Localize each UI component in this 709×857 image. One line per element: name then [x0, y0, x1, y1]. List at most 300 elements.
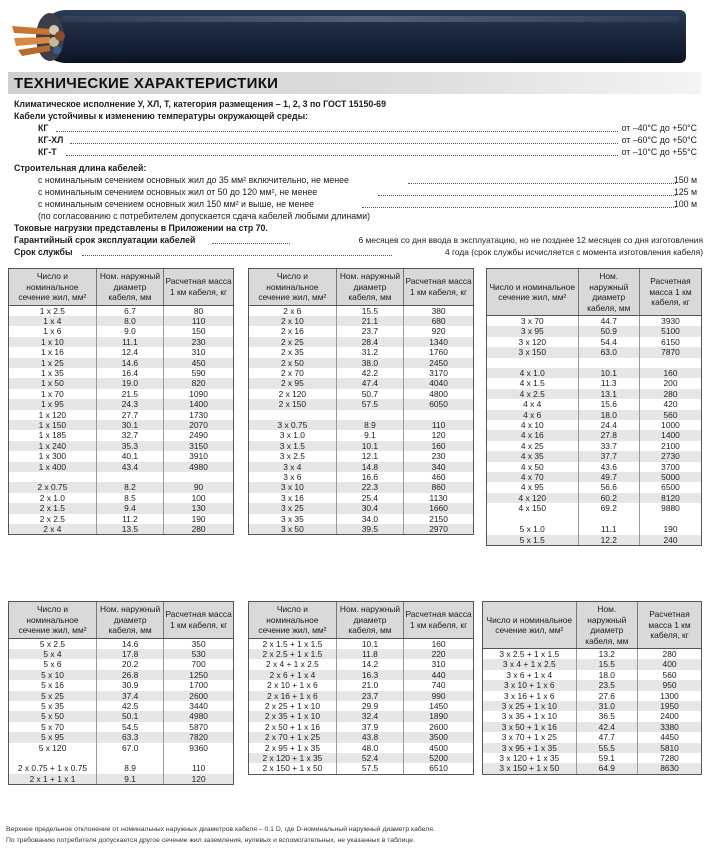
cell-mass: 2400: [660, 711, 679, 722]
climate-spec: Климатическое исполнение У, ХЛ, Т, категория размещения – 1, 2, 3 по ГОСТ 15150-69: [14, 99, 386, 109]
cell-cores-section: 4 х 35: [487, 451, 578, 461]
cell-cores-section: [9, 753, 96, 763]
table-row: [487, 368, 701, 378]
page-title: ТЕХНИЧЕСКИЕ ХАРАКТЕРИСТИКИ: [14, 75, 279, 92]
cell-outer-diameter: 69.2: [578, 503, 639, 513]
cell-outer-diameter: 48.0: [336, 743, 403, 753]
cell-outer-diameter: 10.1: [578, 368, 639, 378]
cell-outer-diameter: 43.6: [578, 462, 639, 472]
cell-cores-section: 3 х 16: [249, 493, 336, 503]
table-row: [9, 659, 233, 669]
cell-cores-section: 4 х 70: [487, 472, 578, 482]
cell-cores-section: 2 х 0.75 + 1 х 0.75: [9, 763, 96, 773]
cell-mass: 80: [193, 305, 204, 316]
table-row: [487, 503, 701, 513]
cell-cores-section: 3 х 35: [249, 514, 336, 524]
cell-mass: 3500: [404, 732, 473, 742]
leader-line: [70, 143, 618, 144]
cell-mass: 9880: [661, 503, 680, 514]
table-row: [249, 441, 473, 451]
table-row: [483, 649, 701, 660]
table-row: [483, 722, 701, 732]
cell-mass: 4980: [164, 462, 233, 472]
cell-mass: 1250: [164, 670, 233, 680]
cell-cores-section: 4 х 1.5: [487, 378, 578, 388]
cell-cores-section: 1 х 120: [9, 410, 96, 420]
cell-outer-diameter: 42.4: [576, 722, 637, 732]
cell-cores-section: 1 х 70: [9, 389, 96, 399]
cell-mass: 220: [404, 649, 473, 659]
cell-outer-diameter: 9.4: [96, 503, 163, 513]
cell-mass: 4450: [660, 732, 679, 743]
table-row: [9, 649, 233, 659]
cell-outer-diameter: 19.0: [96, 378, 163, 388]
table-row: [9, 753, 233, 763]
cell-outer-diameter: 13.5: [96, 524, 163, 534]
temp-label-kg-t: КГ-Т: [38, 147, 57, 157]
cell-mass: 100: [191, 492, 206, 503]
temp-value-kg-t: от –10°С до +55°С: [621, 147, 697, 157]
table-row: [487, 535, 701, 545]
header-mass: Расчетная масса 1 км кабеля, кг: [164, 269, 233, 305]
table-row: [487, 337, 701, 347]
cell-outer-diameter: 11.3: [578, 378, 639, 388]
table-row: [9, 743, 233, 753]
table-row: [487, 378, 701, 388]
cell-outer-diameter: [578, 514, 639, 524]
cell-cores-section: 1 х 300: [9, 451, 96, 461]
cell-cores-section: 4 х 1.0: [487, 368, 578, 378]
length-heading: Строительная длина кабелей:: [14, 163, 147, 173]
table-row: [9, 451, 233, 461]
table-row: [9, 305, 233, 316]
header-outer-diameter: Ном. наружный диаметр кабеля, мм: [336, 269, 403, 305]
cell-mass: 160: [431, 638, 446, 649]
cell-outer-diameter: 39.5: [336, 524, 403, 534]
cell-outer-diameter: 38.0: [336, 358, 403, 368]
cell-mass: 860: [404, 482, 473, 492]
cell-cores-section: 3 х 25 + 1 х 10: [483, 701, 576, 711]
cell-mass: 1090: [189, 388, 208, 399]
length-note: (по согласованию с потребителем допускается сдача кабелей любыми длинами): [38, 211, 371, 221]
cell-cores-section: 3 х 70 + 1 х 25: [483, 732, 576, 742]
cell-mass: [164, 753, 233, 763]
cell-outer-diameter: 52.4: [336, 753, 403, 763]
header-outer-diameter: Ном. наружный диаметр кабеля, мм: [96, 269, 163, 305]
header-outer-diameter: Ном. наружный диаметр кабеля, мм: [576, 602, 637, 649]
cell-outer-diameter: 37.7: [578, 451, 639, 461]
cell-cores-section: 5 х 120: [9, 743, 96, 753]
cell-cores-section: 2 х 35: [249, 347, 336, 357]
cell-mass: 150: [191, 326, 206, 337]
cell-mass: [639, 358, 701, 368]
table-row: [249, 659, 473, 669]
cell-mass: 1730: [189, 409, 208, 420]
cell-outer-diameter: 54.4: [578, 337, 639, 347]
length-value-2: 125 м: [673, 187, 697, 197]
cell-mass: 530: [164, 649, 233, 659]
cell-mass: 110: [191, 763, 206, 774]
cell-cores-section: 4 х 120: [487, 493, 578, 503]
cell-cores-section: 2 х 2.5: [9, 514, 96, 524]
cell-cores-section: 2 х 150 + 1 х 50: [249, 763, 336, 773]
cell-outer-diameter: 12.2: [578, 535, 639, 545]
cell-mass: 4500: [429, 742, 448, 753]
cell-mass: 1760: [429, 347, 448, 358]
cell-mass: 1890: [404, 711, 473, 721]
cell-mass: 8630: [638, 763, 701, 773]
cell-cores-section: 5 х 25: [9, 691, 96, 701]
cell-cores-section: 2 х 120 + 1 х 35: [249, 753, 336, 763]
cell-outer-diameter: 14.6: [96, 638, 163, 649]
cell-cores-section: 4 х 16: [487, 430, 578, 440]
table-row: [483, 701, 701, 711]
cell-outer-diameter: 15.6: [578, 399, 639, 409]
table-row: [487, 441, 701, 451]
table-row: [9, 316, 233, 326]
length-label-2: с номинальным сечением основных жил от 50 до 120 мм², не менее: [38, 187, 318, 197]
cell-mass: 230: [164, 337, 233, 347]
leader-line: [362, 207, 676, 208]
cell-outer-diameter: [96, 472, 163, 482]
cell-outer-diameter: 16.3: [336, 670, 403, 680]
cell-mass: 5100: [639, 326, 701, 336]
table-row: [487, 326, 701, 336]
cell-cores-section: 2 х 25: [249, 337, 336, 347]
cell-outer-diameter: 22.3: [336, 482, 403, 492]
cell-mass: 120: [431, 430, 446, 441]
table-row: [249, 503, 473, 513]
cell-outer-diameter: 43.8: [336, 732, 403, 742]
table-row: [487, 410, 701, 420]
cell-mass: 1340: [404, 337, 473, 347]
cell-outer-diameter: 44.7: [578, 316, 639, 327]
table-row: [483, 763, 701, 773]
table-row: [249, 337, 473, 347]
cell-cores-section: 3 х 35 + 1 х 10: [483, 711, 576, 721]
length-label-3: с номинальным сечением основных жил 150 мм² и выше, не менее: [38, 199, 314, 209]
table-header-row: [9, 269, 233, 305]
cell-cores-section: [487, 514, 578, 524]
cell-mass: 230: [431, 451, 446, 462]
cell-cores-section: 5 х 6: [9, 659, 96, 669]
cell-outer-diameter: 23.7: [336, 326, 403, 336]
cell-cores-section: 2 х 95: [249, 378, 336, 388]
table-row: [9, 691, 233, 701]
cell-mass: [639, 514, 701, 524]
table-row: [487, 493, 701, 503]
cell-mass: 190: [663, 524, 678, 535]
cell-mass: 950: [638, 680, 701, 690]
cell-cores-section: 1 х 2.5: [9, 305, 96, 316]
cell-cores-section: 1 х 16: [9, 347, 96, 357]
cell-mass: 680: [404, 316, 473, 326]
cell-outer-diameter: 13.1: [578, 389, 639, 399]
table-row: [483, 659, 701, 669]
table-row: [9, 441, 233, 451]
cell-cores-section: 4 х 95: [487, 482, 578, 492]
header-outer-diameter: Ном. наружный диаметр кабеля, мм: [578, 269, 639, 316]
table-row: [9, 763, 233, 773]
cell-mass: 3150: [164, 441, 233, 451]
cell-cores-section: 3 х 95: [487, 326, 578, 336]
cell-outer-diameter: 29.9: [336, 701, 403, 711]
table-row: [9, 670, 233, 680]
cell-outer-diameter: 43.4: [96, 462, 163, 472]
table-row: [9, 638, 233, 649]
cell-cores-section: 5 х 1.0: [487, 524, 578, 534]
cell-outer-diameter: 10.1: [336, 638, 403, 649]
cell-cores-section: 2 х 16: [249, 326, 336, 336]
cell-cores-section: 1 х 400: [9, 462, 96, 472]
cell-cores-section: 3 х 95 + 1 х 35: [483, 743, 576, 753]
cell-outer-diameter: 31.0: [576, 701, 637, 711]
header-cores-section: Число и номинальное сечение жил, мм²: [249, 269, 336, 305]
cell-mass: 3170: [429, 367, 448, 378]
cell-cores-section: 1 х 150: [9, 420, 96, 430]
cell-cores-section: 2 х 10: [249, 316, 336, 326]
service-value: 4 года (срок службы исчисляется с момента изготовления кабеля): [445, 247, 703, 257]
cell-mass: 280: [164, 524, 233, 534]
cell-mass: 7870: [639, 347, 701, 357]
cell-outer-diameter: 55.5: [576, 743, 637, 753]
cell-outer-diameter: 8.9: [336, 420, 403, 430]
cell-cores-section: 3 х 150: [487, 347, 578, 357]
cell-cores-section: 4 х 2.5: [487, 389, 578, 399]
cell-outer-diameter: 37.9: [336, 722, 403, 732]
cell-mass: 560: [639, 410, 701, 420]
table-row: [9, 326, 233, 336]
cell-outer-diameter: 23.7: [336, 691, 403, 701]
cell-cores-section: 3 х 4: [249, 462, 336, 472]
cell-outer-diameter: 50.9: [578, 326, 639, 336]
cell-outer-diameter: 27.7: [96, 410, 163, 420]
cell-cores-section: 2 х 16 + 1 х 6: [249, 691, 336, 701]
cell-cores-section: 2 х 1.0: [9, 493, 96, 503]
cable-table-3: [486, 268, 702, 546]
cell-mass: 990: [404, 691, 473, 701]
cell-outer-diameter: 34.0: [336, 514, 403, 524]
cell-mass: 240: [639, 535, 701, 545]
cell-cores-section: 1 х 185: [9, 430, 96, 440]
cell-outer-diameter: 32.4: [336, 711, 403, 721]
cell-outer-diameter: 50.7: [336, 389, 403, 399]
header-cores-section: Число и номинальное сечение жил, мм²: [9, 269, 96, 305]
table-row: [249, 305, 473, 316]
cell-mass: 190: [191, 513, 206, 524]
cell-mass: 4800: [429, 388, 448, 399]
temp-label-kg-hl: КГ-ХЛ: [38, 135, 64, 145]
cell-outer-diameter: 14.8: [336, 462, 403, 472]
cell-cores-section: [9, 472, 96, 482]
table-row: [9, 493, 233, 503]
cell-cores-section: 1 х 50: [9, 378, 96, 388]
cell-outer-diameter: 11.1: [578, 524, 639, 534]
table-row: [249, 763, 473, 773]
service-label: Срок службы: [14, 247, 73, 257]
cell-mass: 5810: [638, 743, 701, 753]
leader-line: [212, 243, 290, 244]
cell-outer-diameter: 26.8: [96, 670, 163, 680]
cell-cores-section: 2 х 1.5: [9, 503, 96, 513]
cable-table-4: [8, 601, 234, 785]
cell-mass: 2070: [164, 420, 233, 430]
cell-cores-section: 5 х 70: [9, 722, 96, 732]
cell-mass: 1700: [189, 680, 208, 691]
cell-cores-section: 2 х 1 + 1 х 1: [9, 774, 96, 784]
cell-mass: 5000: [639, 472, 701, 482]
cell-cores-section: 4 х 25: [487, 441, 578, 451]
cell-mass: 3930: [661, 316, 680, 326]
leader-line: [56, 131, 618, 132]
cell-mass: 1950: [638, 701, 701, 711]
cell-mass: 110: [404, 420, 473, 430]
table-row: [9, 514, 233, 524]
cable-highlight: [60, 16, 680, 22]
header-mass: Расчетная масса 1 км кабеля, кг: [404, 602, 473, 638]
cell-mass: 1400: [164, 399, 233, 409]
table-row: [487, 420, 701, 430]
cell-mass: 1660: [404, 503, 473, 513]
cell-outer-diameter: 8.9: [96, 763, 163, 773]
cell-mass: [164, 472, 233, 482]
cell-outer-diameter: 15.5: [336, 305, 403, 316]
table-row: [487, 430, 701, 440]
table-row: [9, 701, 233, 711]
cell-mass: 7820: [164, 732, 233, 742]
cell-outer-diameter: 56.6: [578, 482, 639, 492]
cell-cores-section: 4 х 10: [487, 420, 578, 430]
cell-outer-diameter: 42.2: [336, 368, 403, 378]
table-row: [249, 670, 473, 680]
cell-cores-section: 2 х 6: [249, 305, 336, 316]
header-mass: Расчетная масса 1 км кабеля, кг: [639, 269, 701, 316]
table-row: [9, 430, 233, 440]
table-row: [249, 326, 473, 336]
table-row: [249, 732, 473, 742]
cell-cores-section: 2 х 120: [249, 389, 336, 399]
table-row: [483, 670, 701, 680]
cell-mass: 5200: [404, 753, 473, 763]
cell-mass: 160: [404, 441, 473, 451]
cable-cores-icon: [10, 12, 80, 62]
cell-outer-diameter: 21.5: [96, 389, 163, 399]
cell-cores-section: 1 х 95: [9, 399, 96, 409]
cell-outer-diameter: 17.8: [96, 649, 163, 659]
cell-outer-diameter: 14.6: [96, 358, 163, 368]
table-row: [9, 399, 233, 409]
cell-outer-diameter: 49.7: [578, 472, 639, 482]
cell-mass: 740: [431, 680, 446, 691]
table-row: [487, 451, 701, 461]
current-loads: Токовые нагрузки представлены в Приложении на стр 70.: [14, 223, 268, 233]
cell-mass: [404, 410, 473, 420]
cell-outer-diameter: 21.0: [336, 680, 403, 690]
cell-outer-diameter: 14.2: [336, 659, 403, 669]
table-row: [9, 358, 233, 368]
table-header-row: [483, 602, 701, 649]
header-mass: Расчетная масса 1 км кабеля, кг: [404, 269, 473, 305]
cell-mass: 1400: [639, 430, 701, 440]
cell-cores-section: 2 х 2.5 + 1 х 1.5: [249, 649, 336, 659]
table-row: [249, 649, 473, 659]
warranty-value: 6 месяцев со дня ввода в эксплуатацию, но не позднее 12 месяцев со дня изготовления: [358, 235, 703, 245]
cell-mass: 460: [431, 471, 446, 482]
table-row: [9, 410, 233, 420]
cell-cores-section: 2 х 150: [249, 399, 336, 409]
cell-outer-diameter: 11.2: [96, 514, 163, 524]
cell-cores-section: 5 х 50: [9, 711, 96, 721]
cell-outer-diameter: 37.4: [96, 691, 163, 701]
table-row: [9, 680, 233, 690]
cell-outer-diameter: [96, 753, 163, 763]
cell-cores-section: 1 х 25: [9, 358, 96, 368]
cell-cores-section: 5 х 35: [9, 701, 96, 711]
cell-mass: 340: [404, 462, 473, 472]
cell-mass: 3700: [661, 461, 680, 472]
table-row: [249, 472, 473, 482]
table-row: [487, 358, 701, 368]
cell-cores-section: 5 х 16: [9, 680, 96, 690]
cell-mass: 7280: [660, 753, 679, 764]
cell-cores-section: 1 х 4: [9, 316, 96, 326]
footnote-cross-section: По требованию потребителя допускается другое сечение жил заземления, нулевых и вспомогательных, не указанных в таблице.: [6, 837, 415, 844]
cell-outer-diameter: 9.1: [96, 774, 163, 784]
table-row: [249, 378, 473, 388]
cell-mass: 2600: [429, 721, 448, 732]
table-header-row: [249, 269, 473, 305]
cell-cores-section: 3 х 120: [487, 337, 578, 347]
cell-mass: 440: [404, 670, 473, 680]
cell-mass: 2970: [404, 524, 473, 534]
table-row: [9, 722, 233, 732]
table-header-row: [249, 602, 473, 638]
footnote-diameter: Верхнее предельное отклонение от номинальных наружных диаметров кабеля – 0.1 D, где D-номинальный наружный диаметр кабеля.: [6, 826, 435, 833]
table-row: [249, 524, 473, 534]
cell-outer-diameter: 32.7: [96, 430, 163, 440]
length-value-1: 150 м: [673, 175, 697, 185]
cell-mass: 1000: [661, 420, 680, 431]
table-row: [9, 420, 233, 430]
table-row: [249, 368, 473, 378]
header-outer-diameter: Ном. наружный диаметр кабеля, мм: [96, 602, 163, 638]
cell-outer-diameter: 25.4: [336, 493, 403, 503]
cell-cores-section: 1 х 240: [9, 441, 96, 451]
cell-outer-diameter: 59.1: [576, 753, 637, 763]
leader-line: [378, 195, 676, 196]
cell-outer-diameter: 27.6: [576, 691, 637, 701]
cell-cores-section: 2 х 10 + 1 х 6: [249, 680, 336, 690]
cell-mass: 350: [191, 638, 206, 649]
cell-mass: 1450: [429, 700, 448, 711]
cell-cores-section: 1 х 6: [9, 326, 96, 336]
cell-outer-diameter: 13.2: [576, 649, 637, 660]
cell-cores-section: 3 х 50 + 1 х 16: [483, 722, 576, 732]
cell-outer-diameter: 30.9: [96, 680, 163, 690]
cell-mass: 450: [164, 358, 233, 368]
cell-cores-section: [487, 358, 578, 368]
table-row: [249, 430, 473, 440]
cell-cores-section: 1 х 10: [9, 337, 96, 347]
cell-cores-section: 2 х 70 + 1 х 25: [249, 732, 336, 742]
cell-cores-section: 1 х 35: [9, 368, 96, 378]
cell-outer-diameter: 12.1: [336, 451, 403, 461]
table-row: [249, 482, 473, 492]
cell-cores-section: 3 х 4 + 1 х 2.5: [483, 659, 576, 669]
cell-mass: 90: [164, 482, 233, 492]
cell-outer-diameter: 9.0: [96, 326, 163, 336]
cell-cores-section: 3 х 150 + 1 х 50: [483, 763, 576, 773]
